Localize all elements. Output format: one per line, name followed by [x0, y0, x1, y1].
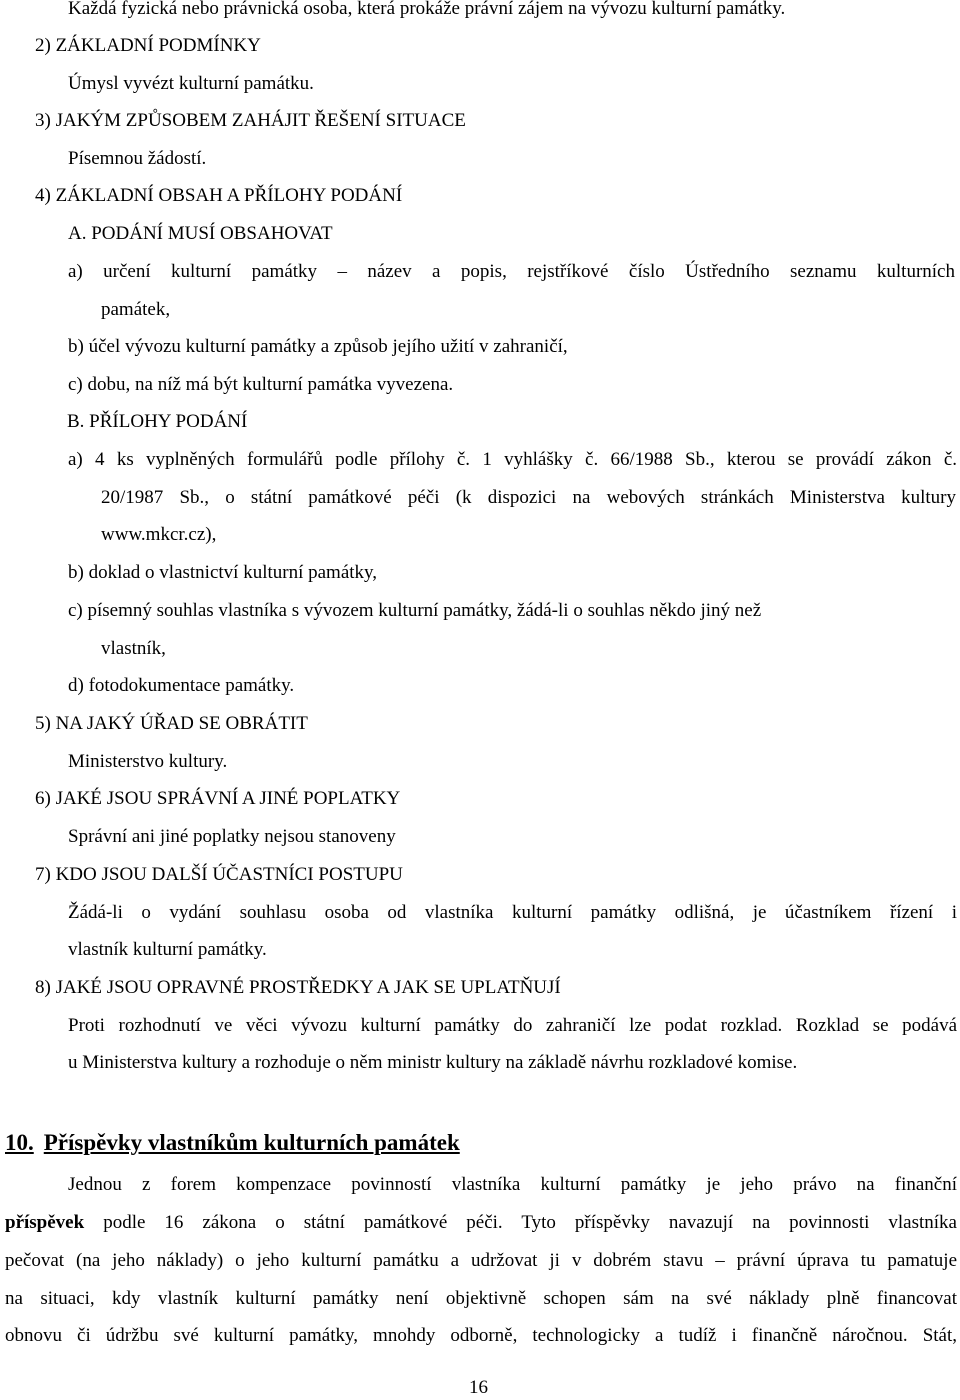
- list-item: c) dobu, na níž má být kulturní památka vyvezena.: [68, 374, 454, 395]
- subsection-heading: A. PODÁNÍ MUSÍ OBSAHOVAT: [68, 223, 333, 244]
- text-line: Žádá-li o vydání souhlasu osoba od vlastníka kulturní památky odlišná, je účastníkem řízení i: [68, 902, 957, 923]
- text-line: Správní ani jiné poplatky nejsou stanoveny: [68, 826, 396, 847]
- list-item: b) účel vývozu kulturní památky a způsob jejího užití v zahraničí,: [68, 336, 568, 357]
- list-item: c) písemný souhlas vlastníka s vývozem kulturní památky, žádá-li o souhlas někdo jiný než: [68, 600, 762, 621]
- section-heading: 6) JAKÉ JSOU SPRÁVNÍ A JINÉ POPLATKY: [35, 788, 401, 809]
- subsection-heading: B. PŘÍLOHY PODÁNÍ: [67, 411, 248, 432]
- list-item: b) doklad o vlastnictví kulturní památky,: [68, 562, 378, 583]
- paragraph-text: podle 16 zákona o státní památkové péči. Tyto příspěvky navazují na povinnosti vlastníka: [84, 1212, 957, 1233]
- text-line: vlastník kulturní památky.: [68, 939, 267, 960]
- list-item: a) určení kulturní památky – název a popis, rejstříkové číslo Ústředního seznamu kulturních: [68, 261, 955, 282]
- text-line: Proti rozhodnutí ve věci vývozu kulturní památky do zahraničí lze podat rozklad. Rozklad se podává: [68, 1015, 957, 1036]
- chapter-title: Příspěvky vlastníkům kulturních památek: [43, 1130, 460, 1155]
- paragraph-line: Jednou z forem kompenzace povinností vlastníka kulturní památky je jeho právo na finanční: [68, 1174, 957, 1195]
- text-line: www.mkcr.cz),: [101, 524, 217, 545]
- section-heading: 2) ZÁKLADNÍ PODMÍNKY: [35, 35, 261, 56]
- section-heading: 4) ZÁKLADNÍ OBSAH A PŘÍLOHY PODÁNÍ: [35, 185, 403, 206]
- text-line: Každá fyzická nebo právnická osoba, která prokáže právní zájem na vývozu kulturní památky.: [68, 0, 786, 19]
- paragraph-line: pečovat (na jeho náklady) o jeho kulturní památku a udržovat ji v dobrém stavu – právní úprava tu pamatuje: [5, 1250, 957, 1271]
- chapter-heading: [5, 1128, 460, 1158]
- paragraph-line: [5, 1211, 957, 1235]
- text-line: památek,: [101, 299, 171, 320]
- page-number: 16: [469, 1377, 488, 1398]
- text-line: Úmysl vyvézt kulturní památku.: [68, 73, 314, 94]
- text-line: vlastník,: [101, 638, 166, 659]
- chapter-number: 10.: [5, 1130, 34, 1155]
- paragraph-line: na situaci, kdy vlastník kulturní památky není objektivně schopen sám na své náklady plně financovat: [5, 1288, 957, 1309]
- text-line: Písemnou žádostí.: [68, 148, 207, 169]
- section-heading: 7) KDO JSOU DALŠÍ ÚČASTNÍCI POSTUPU: [35, 864, 403, 885]
- paragraph-line: obnovu či údržbu své kulturní památky, mnohdy odborně, technologicky a tudíž i finančně náročnou. Stát,: [5, 1325, 957, 1346]
- section-heading: 5) NA JAKÝ ÚŘAD SE OBRÁTIT: [35, 713, 308, 734]
- bold-term: příspěvek: [5, 1212, 85, 1233]
- list-item: d) fotodokumentace památky.: [68, 675, 295, 696]
- text-line: Ministerstvo kultury.: [68, 751, 228, 772]
- text-line: 20/1987 Sb., o státní památkové péči (k dispozici na webových stránkách Ministerstva kultury: [101, 487, 956, 508]
- section-heading: 3) JAKÝM ZPŮSOBEM ZAHÁJIT ŘEŠENÍ SITUACE: [35, 110, 466, 131]
- text-line: u Ministerstva kultury a rozhoduje o něm ministr kultury na základě návrhu rozkladové komise.: [68, 1052, 798, 1073]
- section-heading: 8) JAKÉ JSOU OPRAVNÉ PROSTŘEDKY A JAK SE UPLATŇUJÍ: [35, 977, 561, 998]
- list-item: a) 4 ks vyplněných formulářů podle přílohy č. 1 vyhlášky č. 66/1988 Sb., kterou se provádí zákon č.: [68, 449, 957, 470]
